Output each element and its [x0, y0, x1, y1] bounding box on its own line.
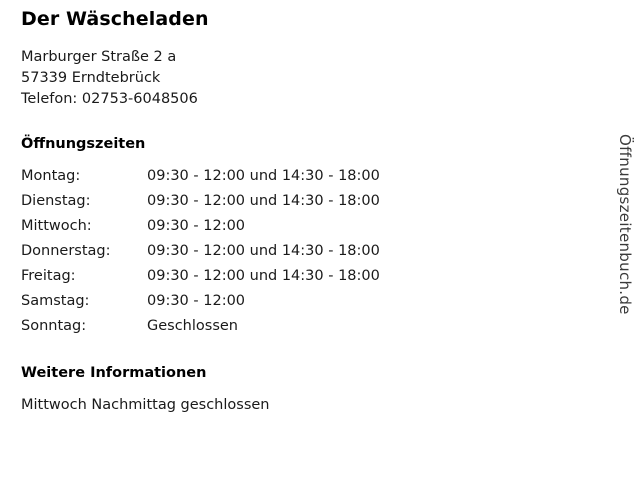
day-hours: 09:30 - 12:00 — [147, 218, 246, 234]
table-row — [21, 318, 380, 343]
day-label: Sonntag: — [21, 318, 87, 334]
day-hours: Geschlossen — [147, 318, 238, 334]
watermark-label: Öffnungszeitenbuch.de — [616, 134, 634, 315]
additional-information-text: Mittwoch Nachmittag geschlossen — [21, 397, 270, 413]
address-city: 57339 Erndtebrück — [21, 70, 161, 86]
day-label: Mittwoch: — [21, 218, 92, 234]
day-label: Donnerstag: — [21, 243, 111, 259]
day-label: Freitag: — [21, 268, 76, 284]
address-street: Marburger Straße 2 a — [21, 49, 177, 65]
day-hours: 09:30 - 12:00 — [147, 293, 246, 309]
table-row — [21, 293, 380, 318]
address-block — [21, 47, 581, 110]
day-hours: 09:30 - 12:00 und 14:30 - 18:00 — [147, 268, 380, 284]
day-hours: 09:30 - 12:00 und 14:30 - 18:00 — [147, 243, 380, 259]
day-label: Samstag: — [21, 293, 90, 309]
business-listing — [21, 8, 581, 413]
table-row — [21, 168, 380, 193]
opening-hours-table — [21, 168, 380, 343]
day-label: Montag: — [21, 168, 81, 184]
day-hours: 09:30 - 12:00 und 14:30 - 18:00 — [147, 193, 380, 209]
day-hours: 09:30 - 12:00 und 14:30 - 18:00 — [147, 168, 380, 184]
phone-number: Telefon: 02753-6048506 — [21, 91, 198, 107]
additional-information-heading: Weitere Informationen — [21, 365, 207, 381]
opening-hours-heading: Öffnungszeiten — [21, 136, 146, 152]
table-row — [21, 193, 380, 218]
page-title: Der Wäscheladen — [21, 8, 209, 30]
table-row — [21, 218, 380, 243]
day-label: Dienstag: — [21, 193, 91, 209]
table-row — [21, 243, 380, 268]
table-row — [21, 268, 380, 293]
